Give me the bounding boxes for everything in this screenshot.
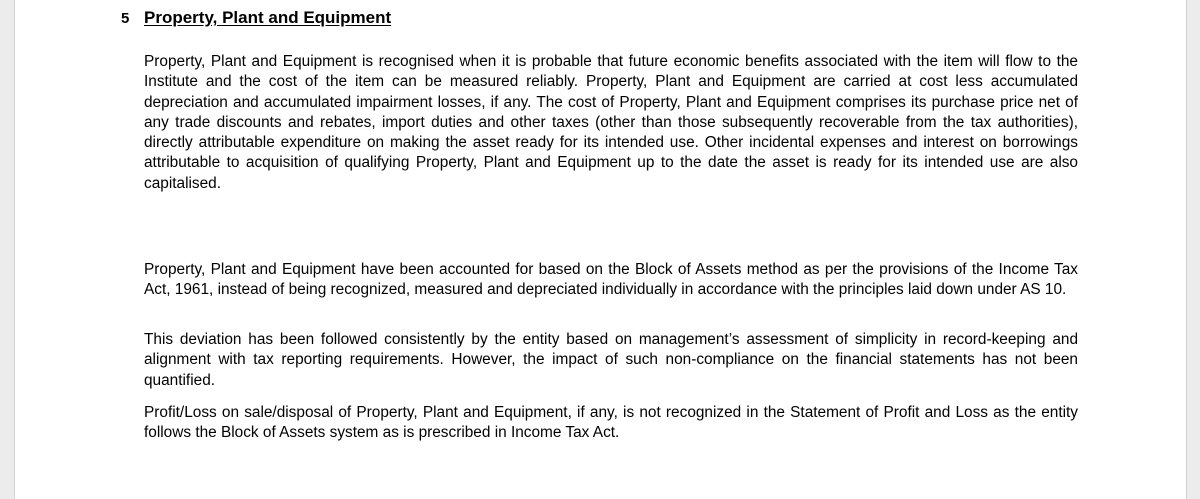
paragraph-deviation: This deviation has been followed consistently by the entity based on management’s assessment of simplicity in record-keeping and alignment with tax reporting requirements. However, the impact of such non-compliance on the financial statements has not been quantified. bbox=[144, 331, 1078, 389]
section-heading bbox=[121, 8, 391, 28]
paragraph-recognition: Property, Plant and Equipment is recognised when it is probable that future economic benefits associated with the item will flow to the Institute and the cost of the item can be measured reliably. Property, Plant and Equipment are carried at cost less accumulated depreciation and accumulated impairment losses, if any. The cost of Property, Plant and Equipment comprises its purchase price net of any trade discounts and rebates, import duties and other taxes (other than those subsequently recoverable from the tax authorities), directly attributable expenditure on making the asset ready for its intended use. Other incidental expenses and interest on borrowings attributable to acquisition of qualifying Property, Plant and Equipment up to the date the asset is ready for its intended use are also capitalised. bbox=[144, 53, 1078, 192]
paragraph-block-of-assets: Property, Plant and Equipment have been accounted for based on the Block of Assets method as per the provisions of the Income Tax Act, 1961, instead of being recognized, measured and depreciated individually in accordance with the principles laid down under AS 10. bbox=[144, 261, 1078, 299]
section-number: 5 bbox=[121, 10, 130, 27]
section-title: Property, Plant and Equipment bbox=[144, 8, 392, 27]
paragraph-profit-loss: Profit/Loss on sale/disposal of Property, Plant and Equipment, if any, is not recognized in the Statement of Profit and Loss as the entity follows the Block of Assets system as is prescribed in Income Tax Act. bbox=[144, 404, 1078, 442]
document-page bbox=[14, 0, 1187, 499]
